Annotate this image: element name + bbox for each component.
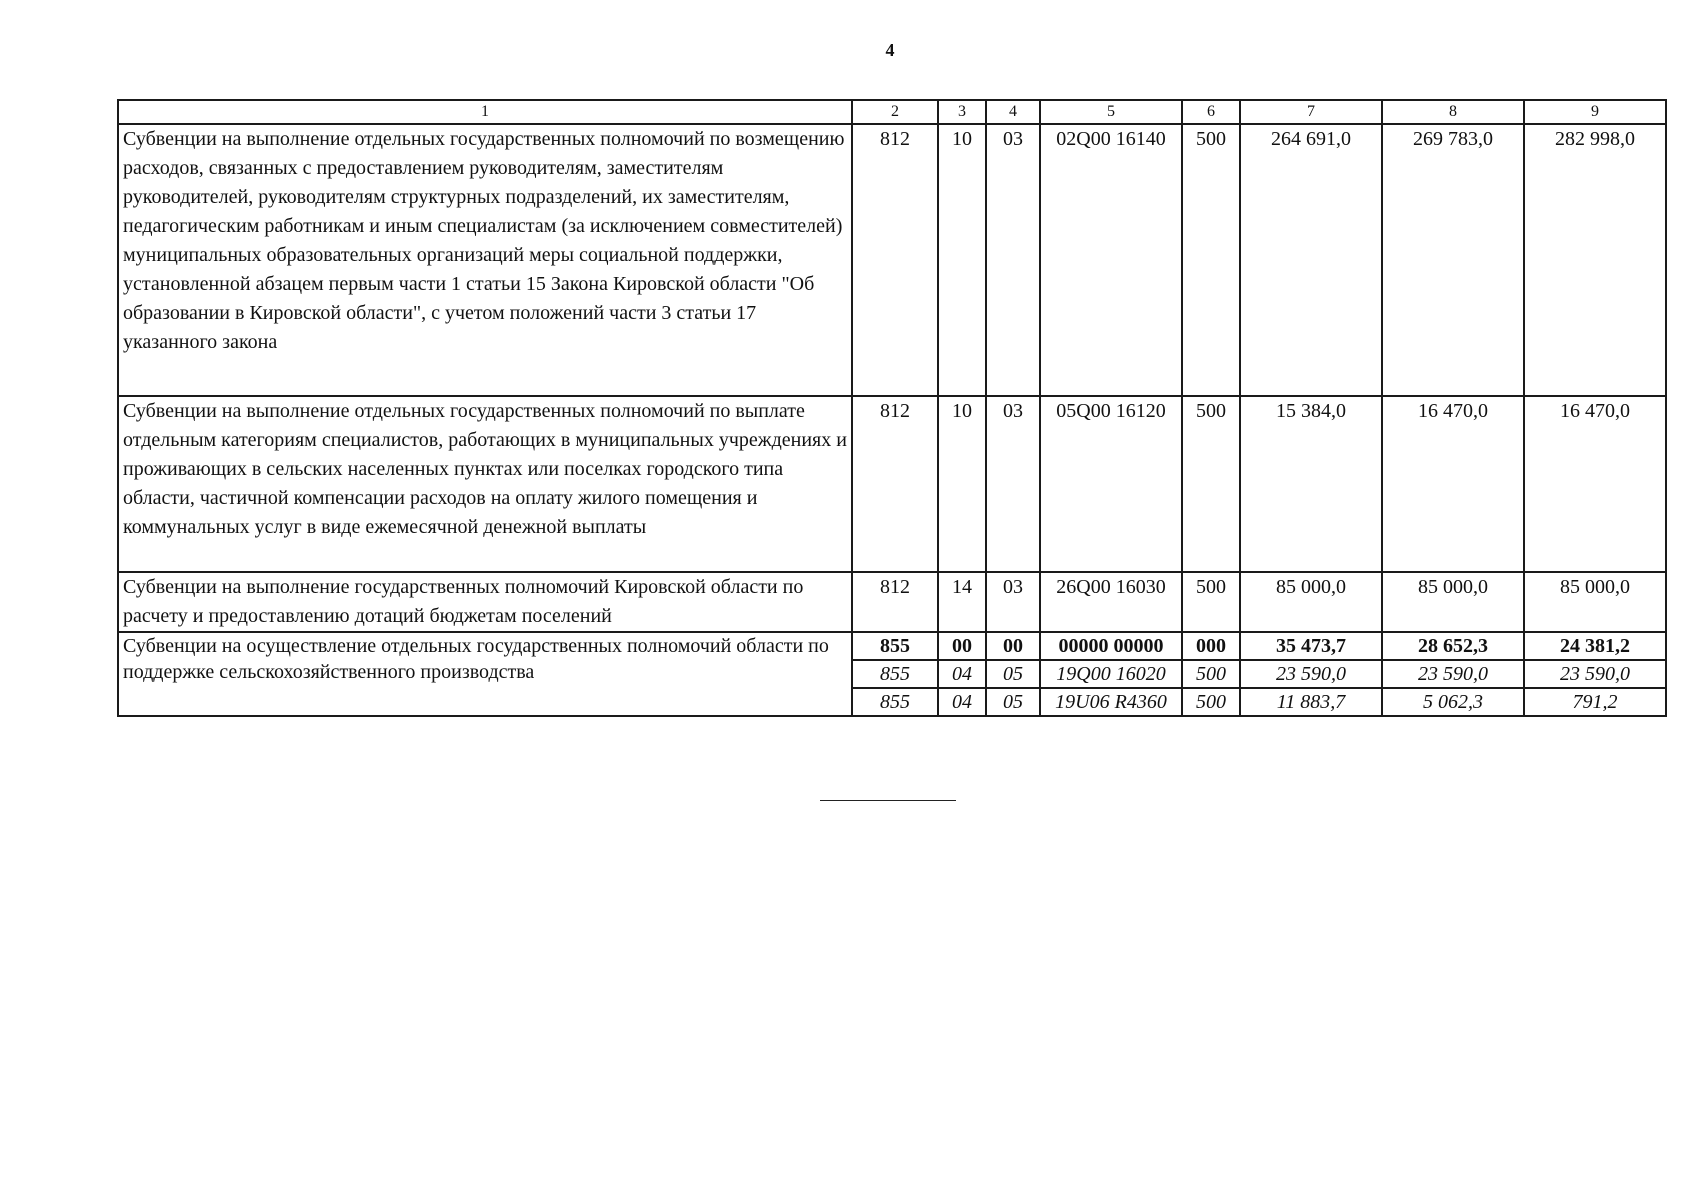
cell-subsection: 03 bbox=[986, 124, 1040, 396]
table-row bbox=[118, 572, 1666, 632]
cell-amount-3: 85 000,0 bbox=[1524, 572, 1666, 632]
cell-expense-type: 500 bbox=[1182, 396, 1240, 572]
cell-amount-3: 24 381,2 bbox=[1524, 632, 1666, 660]
cell-subsection: 00 bbox=[986, 632, 1040, 660]
cell-amount-3: 282 998,0 bbox=[1524, 124, 1666, 396]
cell-section: 04 bbox=[938, 660, 986, 688]
cell-amount-1: 23 590,0 bbox=[1240, 660, 1382, 688]
cell-section: 10 bbox=[938, 124, 986, 396]
page-number: 4 bbox=[885, 40, 895, 60]
cell-admin-code: 855 bbox=[852, 688, 938, 716]
cell-amount-3: 791,2 bbox=[1524, 688, 1666, 716]
row-description: Субвенции на выполнение отдельных государственных полномочий по возмещению расходов, связанных с предоставлением руководителям, заместителям руководителей, руководителям структурных подразделений, их заместителям, педагогическим работникам и иным специалистам (за исключением совместителей) муниципальных образовательных организаций меры социальной поддержки, установленной абзацем первым части 1 статьи 15 Закона Кировской области "Об образовании в Кировской области", с учетом положений части 3 статьи 17 указанного закона bbox=[118, 124, 852, 396]
cell-subsection: 05 bbox=[986, 660, 1040, 688]
end-rule bbox=[820, 800, 956, 801]
cell-expense-type: 500 bbox=[1182, 572, 1240, 632]
cell-expense-type: 000 bbox=[1182, 632, 1240, 660]
cell-amount-2: 28 652,3 bbox=[1382, 632, 1524, 660]
cell-admin-code: 812 bbox=[852, 124, 938, 396]
cell-expense-type: 500 bbox=[1182, 688, 1240, 716]
cell-expense-type: 500 bbox=[1182, 124, 1240, 396]
cell-subsection: 03 bbox=[986, 396, 1040, 572]
table-row-total bbox=[118, 632, 1666, 660]
cell-amount-1: 15 384,0 bbox=[1240, 396, 1382, 572]
cell-target-article: 00000 00000 bbox=[1040, 632, 1182, 660]
cell-amount-1: 85 000,0 bbox=[1240, 572, 1382, 632]
row-description: Субвенции на выполнение государственных полномочий Кировской области по расчету и предоставлению дотаций бюджетам поселений bbox=[118, 572, 852, 632]
header-cell: 8 bbox=[1382, 100, 1524, 124]
cell-amount-3: 16 470,0 bbox=[1524, 396, 1666, 572]
header-cell: 5 bbox=[1040, 100, 1182, 124]
cell-target-article: 19Q00 16020 bbox=[1040, 660, 1182, 688]
cell-target-article: 19U06 R4360 bbox=[1040, 688, 1182, 716]
table-row bbox=[118, 396, 1666, 572]
row-description: Субвенции на выполнение отдельных государственных полномочий по выплате отдельным категориям специалистов, работающих в муниципальных учреждениях и проживающих в сельских населенных пунктах или поселках городского типа области, частичной компенсации расходов на оплату жилого помещения и коммунальных услуг в виде ежемесячной денежной выплаты bbox=[118, 396, 852, 572]
header-row bbox=[118, 100, 1666, 124]
cell-amount-3: 23 590,0 bbox=[1524, 660, 1666, 688]
cell-section: 10 bbox=[938, 396, 986, 572]
cell-target-article: 02Q00 16140 bbox=[1040, 124, 1182, 396]
cell-admin-code: 855 bbox=[852, 632, 938, 660]
cell-amount-2: 5 062,3 bbox=[1382, 688, 1524, 716]
header-cell: 6 bbox=[1182, 100, 1240, 124]
row-description: Субвенции на осуществление отдельных государственных полномочий области по поддержке сельскохозяйственного производства bbox=[118, 632, 852, 716]
cell-admin-code: 812 bbox=[852, 396, 938, 572]
cell-section: 00 bbox=[938, 632, 986, 660]
cell-admin-code: 855 bbox=[852, 660, 938, 688]
table-row bbox=[118, 124, 1666, 396]
cell-section: 04 bbox=[938, 688, 986, 716]
budget-table bbox=[117, 99, 1667, 717]
cell-amount-2: 16 470,0 bbox=[1382, 396, 1524, 572]
header-cell: 3 bbox=[938, 100, 986, 124]
cell-target-article: 26Q00 16030 bbox=[1040, 572, 1182, 632]
cell-expense-type: 500 bbox=[1182, 660, 1240, 688]
header-cell: 7 bbox=[1240, 100, 1382, 124]
header-cell: 4 bbox=[986, 100, 1040, 124]
header-cell: 2 bbox=[852, 100, 938, 124]
cell-target-article: 05Q00 16120 bbox=[1040, 396, 1182, 572]
header-cell: 1 bbox=[118, 100, 852, 124]
cell-admin-code: 812 bbox=[852, 572, 938, 632]
cell-subsection: 03 bbox=[986, 572, 1040, 632]
cell-amount-2: 23 590,0 bbox=[1382, 660, 1524, 688]
cell-section: 14 bbox=[938, 572, 986, 632]
cell-amount-1: 35 473,7 bbox=[1240, 632, 1382, 660]
header-cell: 9 bbox=[1524, 100, 1666, 124]
cell-amount-2: 85 000,0 bbox=[1382, 572, 1524, 632]
cell-subsection: 05 bbox=[986, 688, 1040, 716]
cell-amount-2: 269 783,0 bbox=[1382, 124, 1524, 396]
cell-amount-1: 11 883,7 bbox=[1240, 688, 1382, 716]
cell-amount-1: 264 691,0 bbox=[1240, 124, 1382, 396]
